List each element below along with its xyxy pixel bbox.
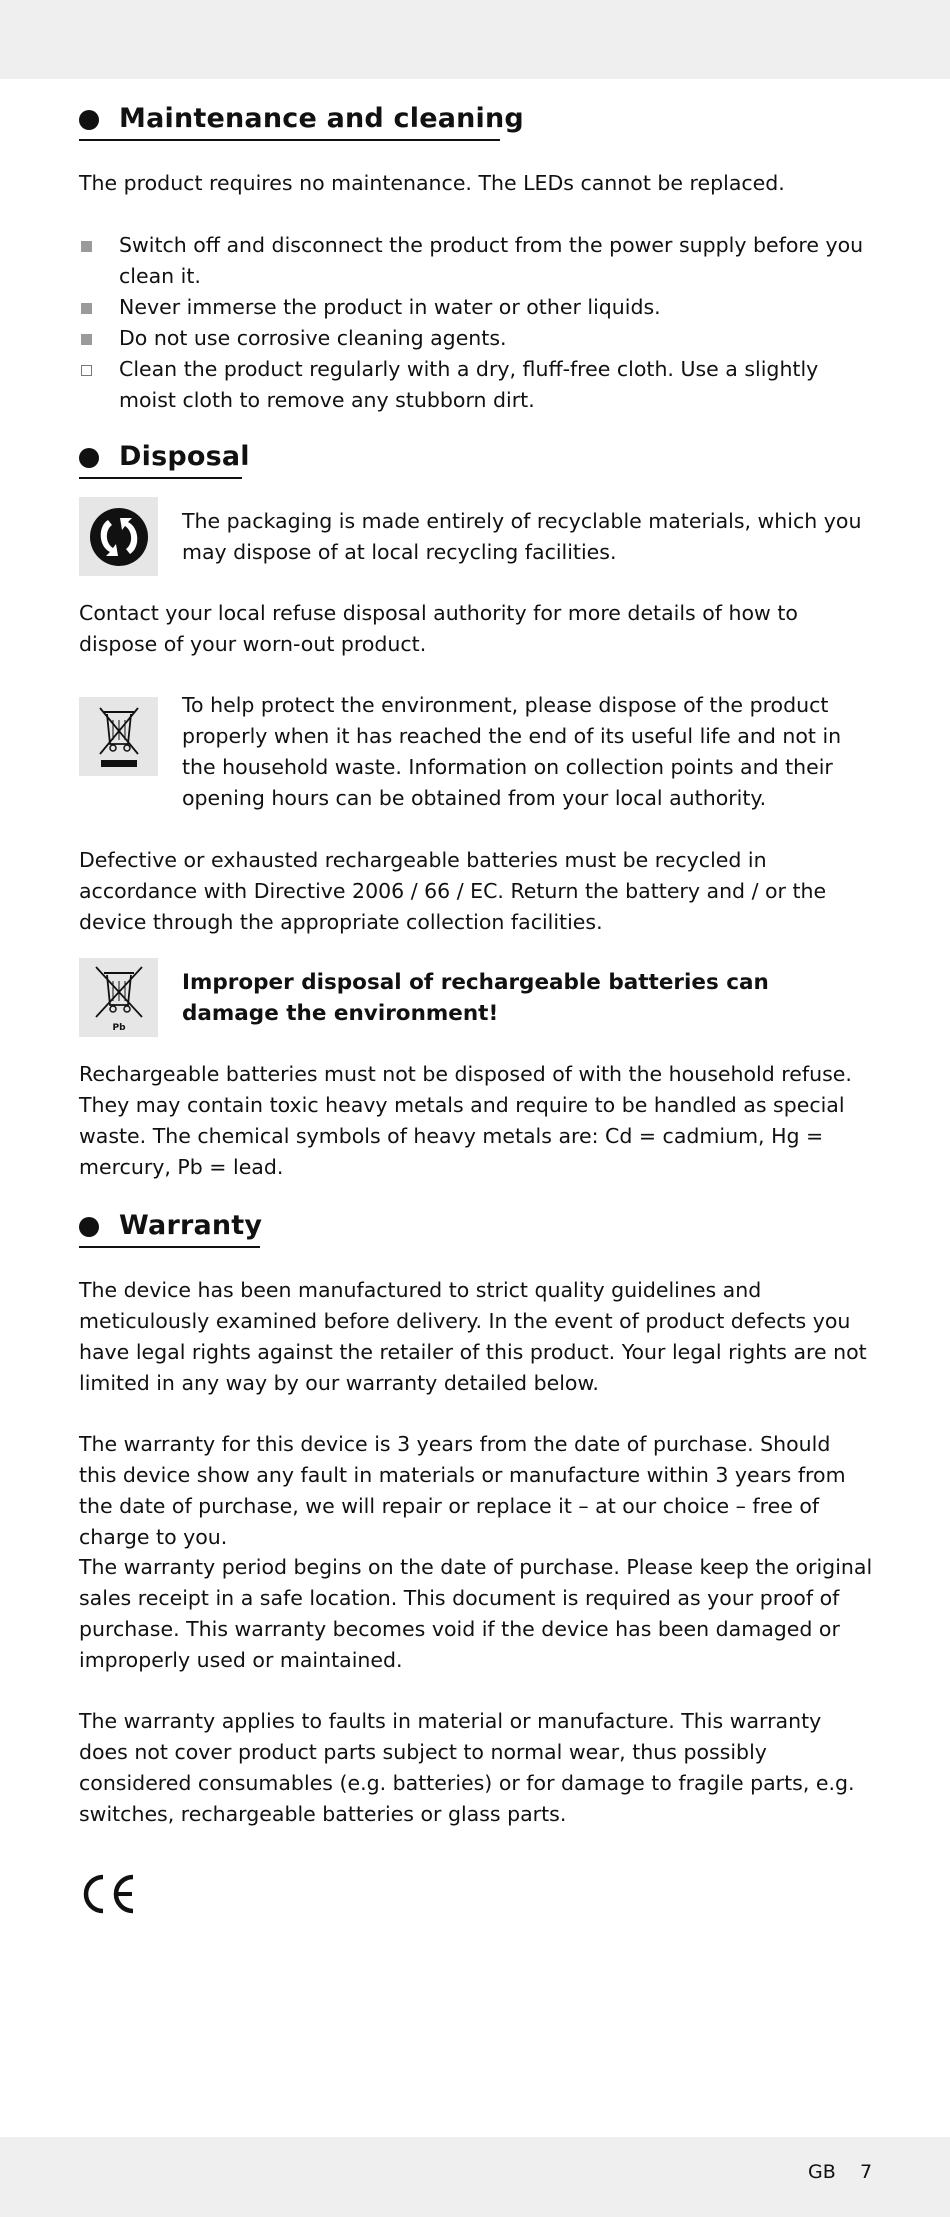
warranty-paragraph: The warranty applies to faults in material or manufacture. This warranty does not cover product parts subject to normal wear, thus possibly considered consumables (e.g. batteries) or for damage to fragile parts, e.g. switches, rechargeable batteries or glass parts.: [79, 1709, 855, 1826]
square-bullet-icon: [81, 334, 92, 345]
warranty-paragraph: The device has been manufactured to strict quality guidelines and meticulously examined before delivery. In the event of product defects you have legal rights against the retailer of this product. Your legal rights are not limited in any way by our warranty detailed below.: [79, 1278, 867, 1395]
heading-underline: [79, 1246, 260, 1248]
heading-text: Warranty: [119, 1210, 263, 1241]
heavy-metals-text: Rechargeable batteries must not be disposed of with the household refuse. They may contain toxic heavy metals and require to be handled as special waste. The chemical symbols of heavy metals are: Cd = cadmium, Hg = mercury, Pb = lead.: [79, 1062, 852, 1179]
maintenance-intro: The product requires no maintenance. The LEDs cannot be replaced.: [79, 171, 785, 195]
disposal-contact-text: Contact your local refuse disposal authority for more details of how to dispose of your worn-out product.: [79, 601, 798, 656]
footer-language: GB: [808, 2161, 836, 2183]
packaging-text: The packaging is made entirely of recyclable materials, which you may dispose of at local recycling facilities.: [182, 509, 862, 564]
warranty-paragraph: The warranty for this device is 3 years from the date of purchase. Should this device show any fault in materials or manufacture within 3 years from the date of purchase, we will repair or replace it – at our choice – free of charge to you.: [79, 1432, 846, 1549]
page-top-band: [0, 0, 950, 79]
list-item: Switch off and disconnect the product from the power supply before you clean it.: [79, 230, 873, 292]
section-heading-warranty: [79, 1210, 262, 1243]
page-number: 7: [860, 2161, 873, 2183]
heading-underline: [79, 477, 242, 479]
battery-warning-text: Improper disposal of rechargeable batteries can damage the environment!: [182, 970, 769, 1026]
section-heading-maintenance: [79, 103, 524, 136]
square-bullet-icon: [81, 303, 92, 314]
section-heading-disposal: [79, 441, 250, 474]
list-item: Do not use corrosive cleaning agents.: [79, 323, 873, 354]
bullet-dot-icon: [79, 110, 99, 130]
heading-text: Maintenance and cleaning: [119, 103, 524, 134]
crossed-out-bin-pb-icon: [79, 958, 158, 1037]
bullet-dot-icon: [79, 1217, 99, 1237]
heading-underline: [79, 139, 500, 141]
ce-mark-icon: [79, 1873, 137, 1919]
warranty-paragraph: The warranty period begins on the date of purchase. Please keep the original sales receipt in a safe location. This document is required as your proof of purchase. This warranty becomes void if the device has been damaged or improperly used or maintained.: [79, 1555, 873, 1672]
bullet-dot-icon: [79, 448, 99, 468]
crossed-out-wheelie-bin-icon: [79, 697, 158, 776]
heading-text: Disposal: [119, 441, 250, 472]
maintenance-bullet-list: [79, 230, 873, 416]
hollow-square-bullet-icon: [81, 365, 92, 376]
battery-pb-label: Pb: [111, 1022, 126, 1033]
list-item: Clean the product regularly with a dry, fluff-free cloth. Use a slightly moist cloth to remove any stubborn dirt.: [79, 354, 873, 416]
battery-recycling-text: Defective or exhausted rechargeable batteries must be recycled in accordance with Directive 2006 / 66 / EC. Return the battery and / or the device through the appropriate collection facilities.: [79, 848, 827, 934]
green-dot-recycling-icon: [79, 497, 158, 576]
square-bullet-icon: [81, 241, 92, 252]
list-item: Never immerse the product in water or other liquids.: [79, 292, 873, 323]
weee-text: To help protect the environment, please dispose of the product properly when it has reached the end of its useful life and not in the household waste. Information on collection points and their opening hours can be obtained from your local authority.: [182, 693, 842, 810]
